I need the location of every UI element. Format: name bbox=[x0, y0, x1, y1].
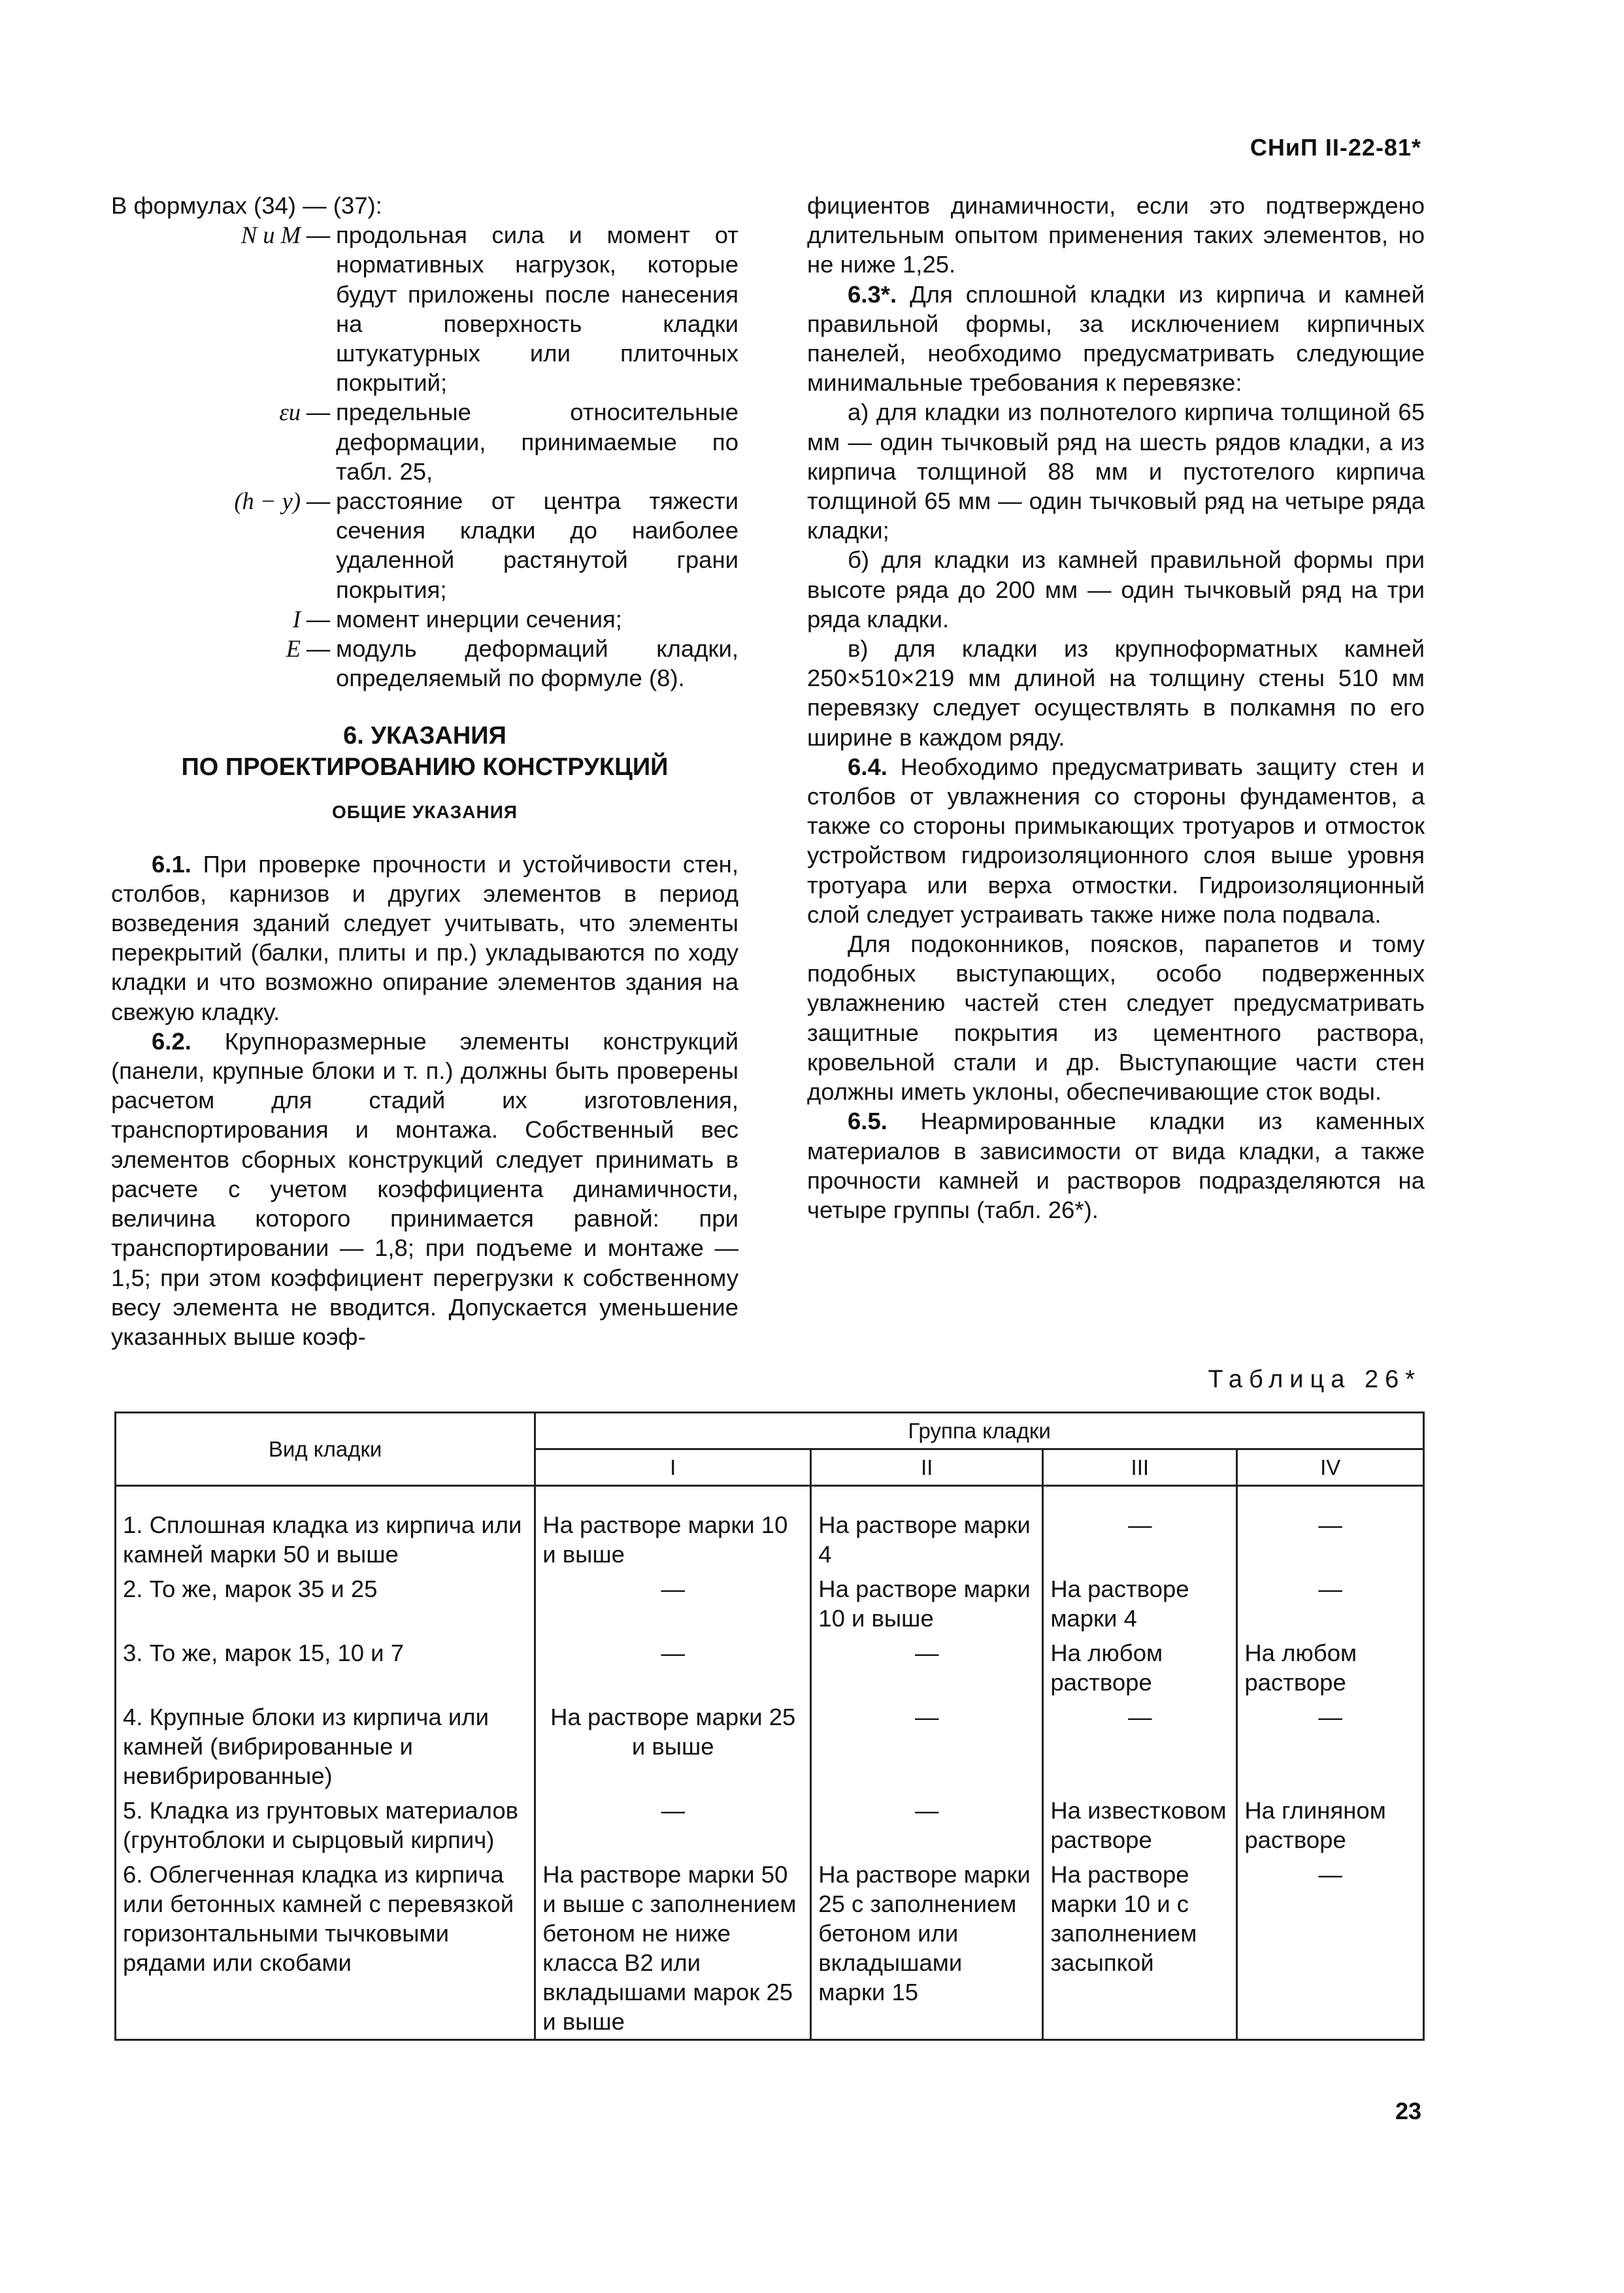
table-row bbox=[116, 1636, 1424, 1700]
paragraph-6-2-continued: фициентов динамичности, если это подтверждено длительным опытом применения таких элементов, но не ниже 1,25. bbox=[807, 192, 1425, 278]
cell-group-3: На любом растворе bbox=[1043, 1636, 1237, 1700]
cell-group-4: На любом растворе bbox=[1237, 1636, 1424, 1700]
table-row bbox=[116, 1857, 1424, 2040]
cell-group-4: — bbox=[1237, 1700, 1424, 1793]
page-number: 23 bbox=[1395, 2098, 1421, 2124]
definition-symbol: εu bbox=[279, 399, 301, 426]
header-group-3: III bbox=[1043, 1449, 1237, 1486]
cell-group-4: — bbox=[1237, 1857, 1424, 2040]
cell-group-1: На растворе марки 50 и выше с заполнением бетоном не ниже класса В2 или вкладышами марок 25 и выше bbox=[535, 1857, 811, 2040]
definition-item bbox=[111, 486, 738, 604]
header-kind: Вид кладки bbox=[116, 1413, 535, 1486]
cell-group-1: — bbox=[535, 1793, 811, 1857]
definition-text: предельные относительные деформации, принимаемые по табл. 25, bbox=[336, 399, 738, 485]
cell-group-1: На растворе марки 10 и выше bbox=[535, 1486, 811, 1572]
header-group-2: II bbox=[811, 1449, 1043, 1486]
cell-group-1: — bbox=[535, 1572, 811, 1636]
cell-kind: 1. Сплошная кладка из кирпича или камней марки 50 и выше bbox=[116, 1486, 535, 1572]
cell-group-1: На растворе марки 25 и выше bbox=[535, 1700, 811, 1793]
cell-kind: 2. То же, марок 35 и 25 bbox=[116, 1572, 535, 1636]
cell-kind: 5. Кладка из грунтовых материалов (грунтоблоки и сырцовый кирпич) bbox=[116, 1793, 535, 1857]
definition-symbol: E bbox=[286, 635, 301, 663]
definition-dash: — bbox=[306, 605, 331, 633]
cell-kind: 6. Облегченная кладка из кирпича или бетонных камней с перевязкой горизонтальными тычковыми рядами или скобами bbox=[116, 1857, 535, 2040]
cell-group-3: На растворе марки 4 bbox=[1043, 1572, 1237, 1636]
clause-number: 6.4. bbox=[848, 753, 887, 780]
cell-group-3: На растворе марки 10 и с заполнением засыпкой bbox=[1043, 1857, 1237, 2040]
definition-item bbox=[111, 634, 738, 693]
definition-symbol: N и M bbox=[240, 222, 301, 249]
cell-group-3: — bbox=[1043, 1700, 1237, 1793]
cell-group-2: — bbox=[811, 1636, 1043, 1700]
definition-dash: — bbox=[306, 635, 331, 663]
paragraph-text: Необходимо предусматривать защиту стен и столбов от увлажнения со стороны фундаментов, а также со стороны примыкающих тротуаров и отмосток устройством гидроизоляционного слоя выше уровня тротуара или верха отмостки. Гидроизоляционный слой следует устраивать также ниже пола подвала. bbox=[807, 753, 1425, 928]
clause-number: 6.2. bbox=[152, 1027, 191, 1055]
definition-text: модуль деформаций кладки, определяемый по формуле (8). bbox=[336, 635, 738, 692]
header-group-1: I bbox=[535, 1449, 811, 1486]
definitions-list bbox=[111, 220, 738, 693]
paragraph-text: При проверке прочности и устойчивости стен, столбов, карнизов и других элементов в период возведения зданий следует учитывать, что элементы перекрытий (балки, плиты и пр.) укладываются по ходу кладки и что возможно опирание элементов здания на свежую кладку. bbox=[111, 850, 738, 1025]
cell-group-2: На растворе марки 25 с заполнением бетоном или вкладышами марки 15 bbox=[811, 1857, 1043, 2040]
section-title-line-1: 6. УКАЗАНИЯ bbox=[343, 722, 506, 750]
table-header-row bbox=[116, 1413, 1424, 1449]
paragraph-6-3-b: б) для кладки из камней правильной формы при высоте ряда до 200 мм — один тычковый ряд на три ряда кладки. bbox=[807, 546, 1425, 633]
cell-group-2: На растворе марки 4 bbox=[811, 1486, 1043, 1572]
paragraph-6-4 bbox=[807, 752, 1425, 929]
definition-text: момент инерции сечения; bbox=[336, 605, 622, 633]
paragraph-6-4-b: Для подоконников, поясков, парапетов и тому подобных выступающих, особо подверженных увлажнению частей стен следует предусматривать защитные покрытия из цементного раствора, кровельной стали и др. Выступающие части стен должны иметь уклоны, обеспечивающие сток воды. bbox=[807, 931, 1425, 1106]
cell-kind: 4. Крупные блоки из кирпича или камней (вибрированные и невибрированные) bbox=[116, 1700, 535, 1793]
cell-group-4: — bbox=[1237, 1572, 1424, 1636]
definition-text: продольная сила и момент от нормативных нагрузок, которые будут приложены после нанесения на поверхность кладки штукатурных или плиточных покрытий; bbox=[336, 222, 738, 397]
section-title-line-2: ПО ПРОЕКТИРОВАНИЮ КОНСТРУКЦИЙ bbox=[181, 753, 669, 782]
cell-group-3: — bbox=[1043, 1486, 1237, 1572]
table-row bbox=[116, 1486, 1424, 1572]
header-group-4: IV bbox=[1237, 1449, 1424, 1486]
paragraph-6-1 bbox=[111, 850, 738, 1027]
definition-item bbox=[111, 604, 738, 634]
subsection-title: ОБЩИЕ УКАЗАНИЯ bbox=[332, 802, 518, 823]
paragraph-text: Неармированные кладки из каменных материалов в зависимости от вида кладки, а также прочности камней и растворов подразделяются на четыре группы (табл. 26*). bbox=[807, 1108, 1425, 1223]
paragraph-6-2 bbox=[111, 1027, 738, 1351]
definition-text: расстояние от центра тяжести сечения кладки до наиболее удаленной растянутой грани покрытия; bbox=[336, 487, 738, 603]
cell-group-4: — bbox=[1237, 1486, 1424, 1572]
header-group: Группа кладки bbox=[535, 1413, 1424, 1449]
definition-symbol: (h − y) bbox=[234, 487, 301, 515]
right-column bbox=[807, 191, 1425, 1225]
definition-dash: — bbox=[306, 487, 331, 515]
section-title bbox=[111, 720, 738, 783]
paragraph-6-3 bbox=[807, 280, 1425, 398]
paragraph-6-3-c: в) для кладки из крупноформатных камней 250×510×219 мм длиной на толщину стены 510 мм перевязку следует осуществлять в полкамня по его ширине в каждом ряду. bbox=[807, 635, 1425, 751]
table-row bbox=[116, 1793, 1424, 1857]
left-column bbox=[111, 191, 738, 1351]
cell-group-4: На глиняном растворе bbox=[1237, 1793, 1424, 1857]
definition-symbol: I bbox=[292, 605, 301, 633]
clause-number: 6.3*. bbox=[848, 280, 897, 308]
table-row bbox=[116, 1572, 1424, 1636]
paragraph-text: Для сплошной кладки из кирпича и камней правильной формы, за исключением кирпичных панелей, необходимо предусматривать следующие минимальные требования к перевязке: bbox=[807, 280, 1425, 397]
cell-group-2: — bbox=[811, 1700, 1043, 1793]
definition-dash: — bbox=[306, 399, 331, 426]
paragraph-6-3-a: а) для кладки из полнотелого кирпича толщиной 65 мм — один тычковый ряд на шесть рядов кладки, а из кирпича толщиной 88 мм и пустотелого кирпича толщиной 65 мм — один тычковый ряд на четыре ряда кладки; bbox=[807, 399, 1425, 544]
cell-group-2: — bbox=[811, 1793, 1043, 1857]
table-caption: Таблица 26* bbox=[1208, 1366, 1421, 1393]
clause-number: 6.1. bbox=[152, 850, 191, 878]
clause-number: 6.5. bbox=[848, 1108, 887, 1135]
cell-group-2: На растворе марки 10 и выше bbox=[811, 1572, 1043, 1636]
cell-group-1: — bbox=[535, 1636, 811, 1700]
definition-item bbox=[111, 397, 738, 486]
paragraph-text: Крупноразмерные элементы конструкций (панели, крупные блоки и т. п.) должны быть проверены расчетом для стадий их изготовления, транспортирования и монтажа. Собственный вес элементов сборных конструкций следует принимать в расчете с учетом коэффициента динамичности, величина которого принимается равной: при транспортировании — 1,8; при подъеме и монтаже — 1,5; при этом коэффициент перегрузки к собственному весу элемента не вводится. Допускается уменьшение указанных выше коэф- bbox=[111, 1027, 738, 1350]
definition-item bbox=[111, 220, 738, 397]
cell-group-3: На известковом растворе bbox=[1043, 1793, 1237, 1857]
cell-kind: 3. То же, марок 15, 10 и 7 bbox=[116, 1636, 535, 1700]
definition-dash: — bbox=[306, 222, 331, 249]
formula-intro: В формулах (34) — (37): bbox=[111, 192, 382, 219]
paragraph-6-5 bbox=[807, 1106, 1425, 1225]
document-code-header: СНиП II-22-81* bbox=[1250, 134, 1421, 161]
masonry-groups-table bbox=[114, 1411, 1425, 2041]
table-row bbox=[116, 1700, 1424, 1793]
